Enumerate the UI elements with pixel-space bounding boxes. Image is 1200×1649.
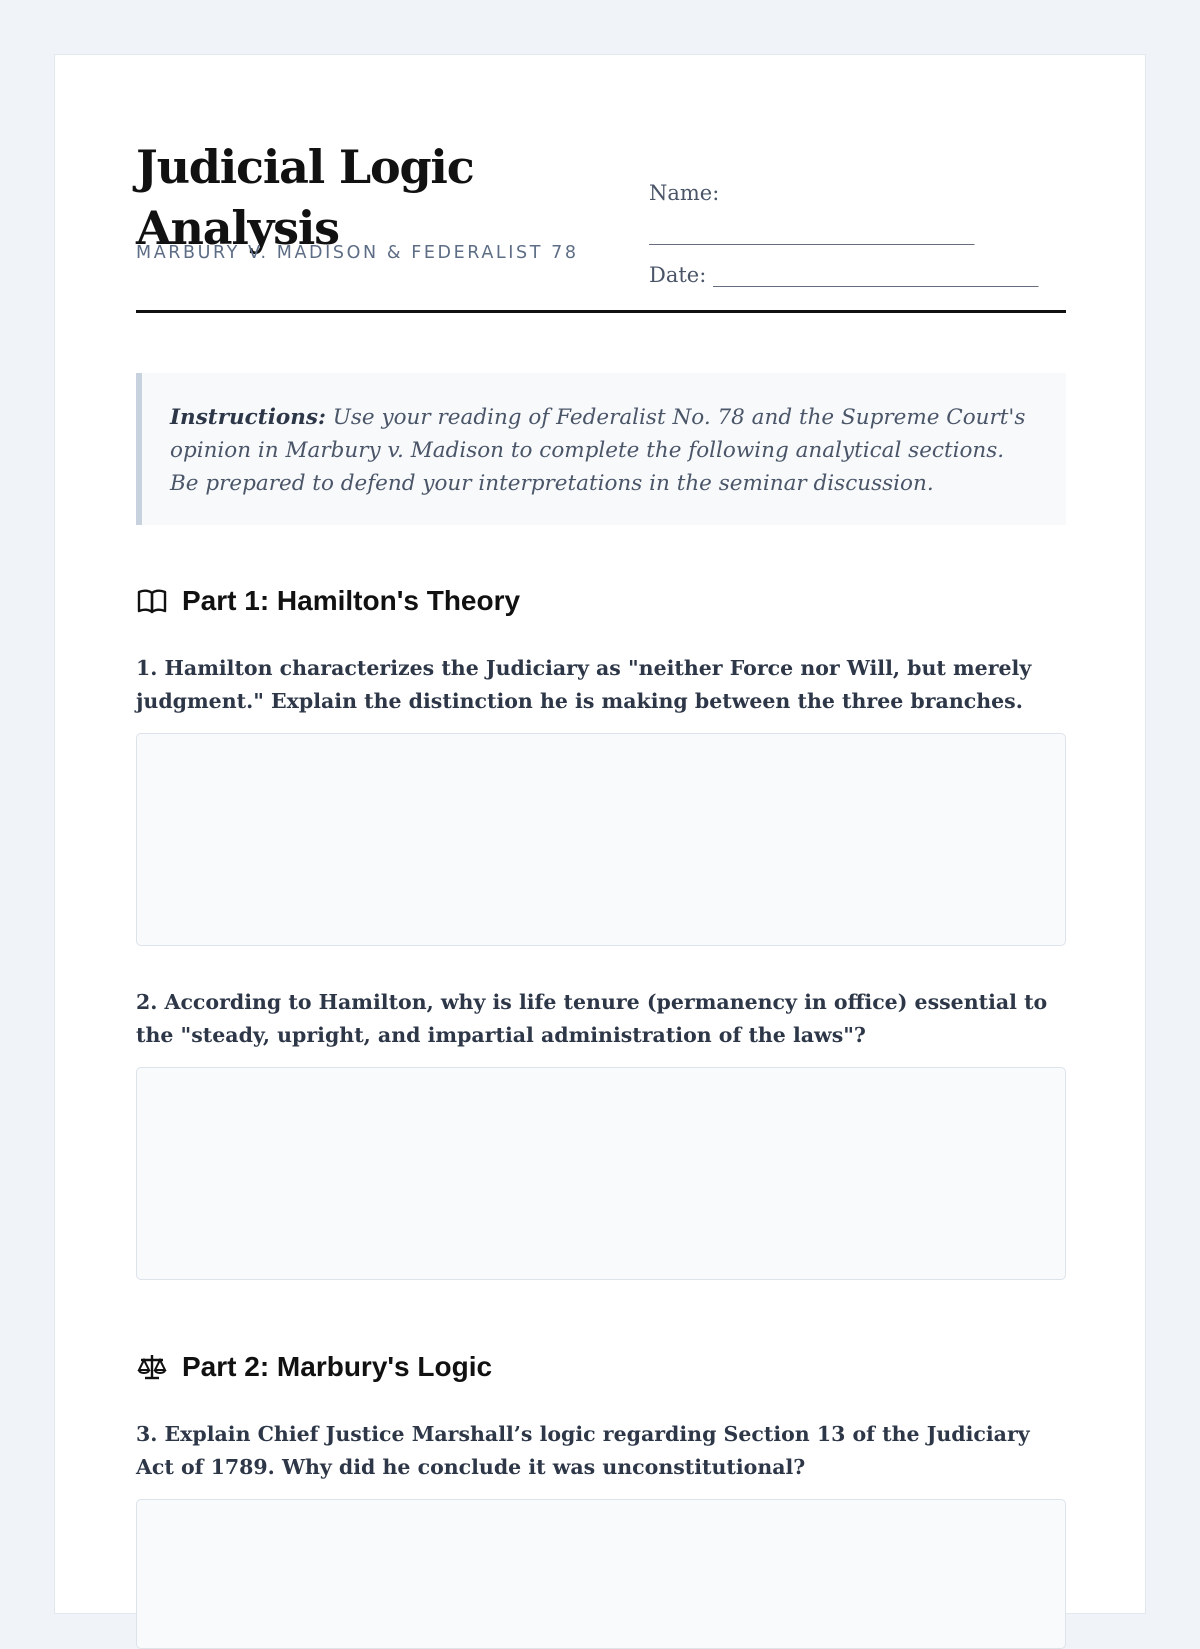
part-2-heading <box>136 1347 1066 1387</box>
part-2-title: Part 2: Marbury's Logic <box>182 1351 493 1382</box>
question-2: 2. According to Hamilton, why is life tenure (permanency in office) essential to the "steady, upright, and impartial administration of the laws"? <box>136 990 1048 1047</box>
book-open-icon <box>136 585 168 617</box>
student-fields <box>649 173 1069 295</box>
part-1-heading <box>136 581 1066 621</box>
date-field[interactable]: Date: _______________________________ <box>649 263 1039 287</box>
worksheet-header <box>136 137 1066 313</box>
answer-1-input[interactable] <box>136 733 1066 946</box>
instructions-box <box>136 373 1066 525</box>
scale-icon <box>136 1351 168 1383</box>
answer-2-input[interactable] <box>136 1067 1066 1280</box>
question-3: 3. Explain Chief Justice Marshall’s logic regarding Section 13 of the Judiciary Act of 1789. Why did he conclude it was unconstitutional? <box>136 1422 1030 1479</box>
question-1: 1. Hamilton characterizes the Judiciary as "neither Force nor Will, but merely judgment." Explain the distinction he is making between the three branches. <box>136 656 1032 713</box>
answer-3-input[interactable] <box>136 1499 1066 1649</box>
name-field[interactable]: Name: _______________________________ <box>649 181 975 245</box>
instructions-text: Use your reading of Federalist No. 78 and the Supreme Court's opinion in Marbury v. Madison to complete the following analytical sections. Be prepared to defend your interpretations in the seminar discussion. <box>170 405 1026 496</box>
worksheet-page <box>54 54 1146 1614</box>
part-1-title: Part 1: Hamilton's Theory <box>182 585 521 616</box>
instructions-label: Instructions: <box>170 405 326 430</box>
page-title: Judicial Logic Analysis <box>136 140 474 255</box>
page-subtitle: MARBURY V. MADISON & FEDERALIST 78 <box>136 243 579 263</box>
